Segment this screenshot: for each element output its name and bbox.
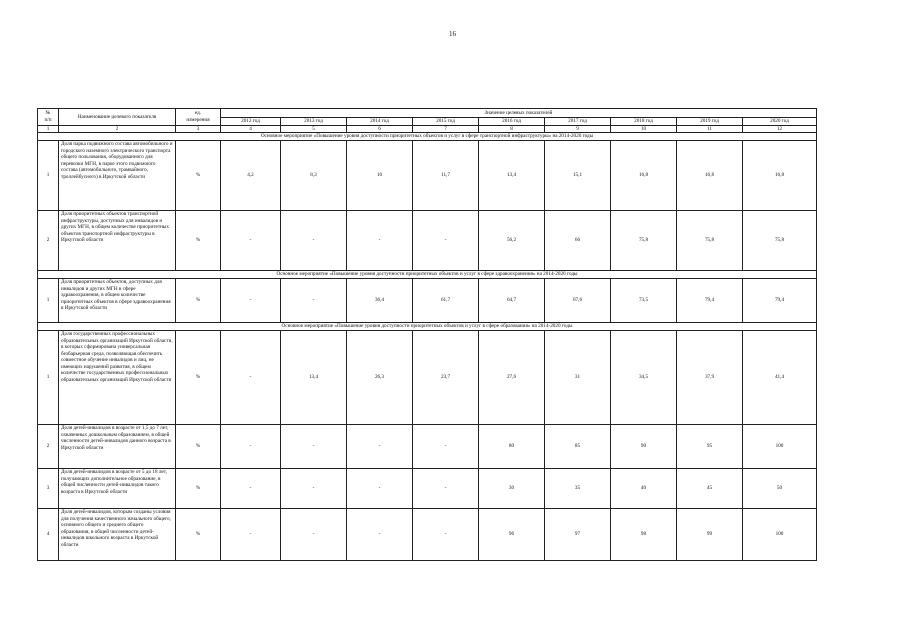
indicator-name: Доля детей-инвалидов в возрасте от 5 до 18 лет, получающих дополнительное образование, в общей численности детей-инвалидов такого возраста в Иркутской области [59, 469, 176, 509]
value-cell: 16,8 [611, 141, 677, 211]
value-cell: 100 [743, 509, 817, 561]
table-row [38, 279, 817, 323]
section-title: Основное мероприятие «Повышение уровня доступности приоритетных объектов и услуг в сфере здравоохранения» на 2014-2020 годы [38, 271, 817, 279]
value-cell: 98 [611, 509, 677, 561]
value-cell: 90 [611, 425, 677, 469]
header-num: № п/п [38, 109, 59, 126]
value-cell: - [413, 469, 479, 509]
value-cell: 15,1 [545, 141, 611, 211]
column-number-cell: 4 [221, 125, 281, 133]
row-number: 1 [38, 331, 59, 425]
row-number: 3 [38, 469, 59, 509]
value-cell: 40 [611, 469, 677, 509]
unit-cell: % [176, 425, 221, 469]
column-number-cell: 6 [347, 125, 413, 133]
value-cell: 41,4 [743, 331, 817, 425]
section-row [38, 323, 817, 331]
value-cell: - [413, 211, 479, 271]
header-unit: ед. измерения [176, 109, 221, 126]
column-number-cell: 12 [743, 125, 817, 133]
unit-cell: % [176, 211, 221, 271]
indicators-table [37, 108, 817, 561]
table-row [38, 331, 817, 425]
value-cell: 31 [545, 331, 611, 425]
section-title: Основное мероприятие «Повышение уровня доступности приоритетных объектов и услуг в сфере транспортной инфраструктуры» на 2014-2020 годы [38, 133, 817, 141]
value-cell: 67,6 [545, 279, 611, 323]
value-cell: - [413, 425, 479, 469]
value-cell: 97 [545, 509, 611, 561]
year-header: 2017 год [545, 118, 611, 126]
page-number: 16 [449, 30, 456, 38]
section-row [38, 271, 817, 279]
value-cell: 85 [545, 425, 611, 469]
value-cell: 27,6 [479, 331, 545, 425]
value-cell: 30 [479, 469, 545, 509]
value-cell: 23,7 [413, 331, 479, 425]
column-number-cell: 1 [38, 125, 59, 133]
value-cell: - [347, 425, 413, 469]
column-number-cell: 2 [59, 125, 176, 133]
value-cell: 100 [743, 425, 817, 469]
value-cell: - [281, 425, 347, 469]
indicator-name: Доля приоритетных объектов транспортной инфраструктуры, доступных для инвалидов и других МГН, в общем количестве приоритетных объектов транспортной инфраструктуры в Иркутской области [59, 211, 176, 271]
year-header: 2019 год [677, 118, 743, 126]
value-cell: 79,4 [677, 279, 743, 323]
row-number: 2 [38, 425, 59, 469]
value-cell: 75,8 [611, 211, 677, 271]
column-number-cell: 3 [176, 125, 221, 133]
table-row [38, 141, 817, 211]
value-cell: 64,7 [479, 279, 545, 323]
value-cell: - [221, 211, 281, 271]
column-number-cell: 7 [413, 125, 479, 133]
indicator-name: Доля детей-инвалидов, которым созданы условия для получения качественного начального общего, основного общего и среднего общего образования, в общей численности детей-инвалидов школьного возраста в Иркутской области [59, 509, 176, 561]
table-row [38, 211, 817, 271]
year-header: 2012 год [221, 118, 281, 126]
indicator-name: Доля приоритетных объектов, доступных для инвалидов и других МГН в сфере здравоохранения, в общем количестве приоритетных объектов в сфере здравоохранения в Иркутской области [59, 279, 176, 323]
column-number-cell: 10 [611, 125, 677, 133]
value-cell: 56,2 [479, 211, 545, 271]
column-number-cell: 5 [281, 125, 347, 133]
value-cell: 80 [479, 425, 545, 469]
value-cell: 75,8 [677, 211, 743, 271]
value-cell: - [281, 469, 347, 509]
year-header: 2020 год [743, 118, 817, 126]
section-row [38, 133, 817, 141]
table-row [38, 509, 817, 561]
column-number-cell: 11 [677, 125, 743, 133]
value-cell: 16,8 [743, 141, 817, 211]
year-header: 2015 год [413, 118, 479, 126]
column-number-cell: 8 [479, 125, 545, 133]
row-number: 1 [38, 279, 59, 323]
value-cell: 75,8 [743, 211, 817, 271]
value-cell: - [347, 211, 413, 271]
value-cell: 16,8 [677, 141, 743, 211]
header-row [38, 109, 817, 118]
value-cell: 4,2 [221, 141, 281, 211]
value-cell: 61,7 [413, 279, 479, 323]
year-header: 2018 год [611, 118, 677, 126]
value-cell: 79,4 [743, 279, 817, 323]
unit-cell: % [176, 141, 221, 211]
value-cell: 10 [347, 141, 413, 211]
column-number-cell: 9 [545, 125, 611, 133]
value-cell: 11,7 [413, 141, 479, 211]
value-cell: 95 [677, 425, 743, 469]
year-header: 2016 год [479, 118, 545, 126]
value-cell: - [221, 331, 281, 425]
value-cell: - [347, 469, 413, 509]
unit-cell: % [176, 469, 221, 509]
unit-cell: % [176, 279, 221, 323]
unit-cell: % [176, 509, 221, 561]
row-number: 1 [38, 141, 59, 211]
year-header: 2013 год [281, 118, 347, 126]
value-cell: 8,3 [281, 141, 347, 211]
unit-cell: % [176, 331, 221, 425]
value-cell: 73,5 [611, 279, 677, 323]
value-cell: 36,4 [347, 279, 413, 323]
value-cell: 66 [545, 211, 611, 271]
value-cell: 37,9 [677, 331, 743, 425]
value-cell: - [347, 509, 413, 561]
value-cell: - [281, 211, 347, 271]
value-cell: - [221, 469, 281, 509]
value-cell: 26,3 [347, 331, 413, 425]
value-cell: - [413, 509, 479, 561]
value-cell: - [221, 279, 281, 323]
column-number-row [38, 125, 817, 133]
value-cell: 99 [677, 509, 743, 561]
value-cell: 35 [545, 469, 611, 509]
value-cell: - [281, 509, 347, 561]
value-cell: - [221, 425, 281, 469]
value-cell: 34,5 [611, 331, 677, 425]
value-cell: 50 [743, 469, 817, 509]
value-cell: - [281, 279, 347, 323]
value-cell: 45 [677, 469, 743, 509]
table-row [38, 469, 817, 509]
year-header: 2014 год [347, 118, 413, 126]
value-cell: - [221, 509, 281, 561]
indicator-name: Доля детей-инвалидов в возрасте от 1,5 до 7 лет, охваченных дошкольным образованием, в общей численности детей-инвалидов данного возраста в Иркутской области [59, 425, 176, 469]
value-cell: 13,4 [281, 331, 347, 425]
row-number: 4 [38, 509, 59, 561]
header-name: Наименование целевого показателя [59, 109, 176, 126]
table-row [38, 425, 817, 469]
header-values-group: Значение целевых показателей [221, 109, 817, 118]
row-number: 2 [38, 211, 59, 271]
section-title: Основное мероприятие «Повышение уровня доступности приоритетных объектов и услуг в сфере образования» на 2014-2020 годы [38, 323, 817, 331]
indicator-name: Доля парка подвижного состава автомобильного и городского наземного электрического транспорта общего пользования, оборудованного для перевозки МГН, в парке этого подвижного состава (автомобильного, трамвайного, троллейбусного) в Иркутской области [59, 141, 176, 211]
indicator-name: Доля государственных профессиональных образовательных организаций Иркутской области, в которых сформирована универсальная безбарьерная среда, позволяющая обеспечить совместное обучение инвалидов и лиц, не имеющих нарушений развития, в общем количестве государственных профессиональных образовательных организаций Иркутской области [59, 331, 176, 425]
value-cell: 13,4 [479, 141, 545, 211]
value-cell: 96 [479, 509, 545, 561]
